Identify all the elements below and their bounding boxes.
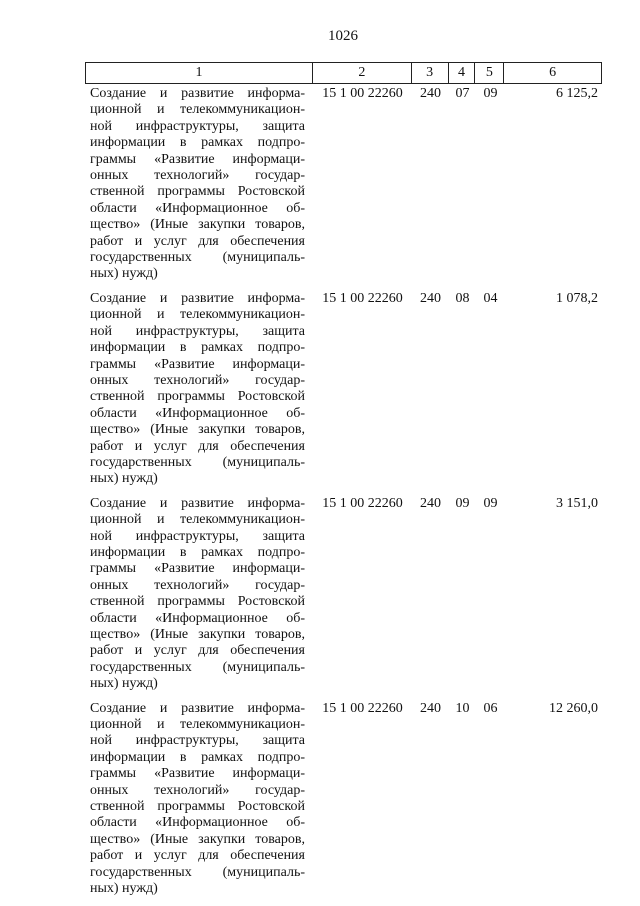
subsection-code: 09	[483, 86, 498, 101]
description-line: ной инфраструктуры, защита	[90, 733, 305, 749]
description-line: области «Информационное об-	[90, 405, 305, 421]
description-line: ных) нужд)	[90, 881, 158, 897]
description-line: Создание и развитие информа-	[90, 290, 305, 306]
table-row	[85, 86, 602, 283]
description-line: информации в рамках подпро-	[90, 340, 305, 356]
description-line: ционной и телекоммуникацион-	[90, 307, 305, 323]
description-line: граммы «Развитие информаци-	[90, 151, 305, 167]
description-line: Создание и развитие информа-	[90, 700, 305, 716]
row-description	[85, 496, 305, 693]
description-line: государственных (муниципаль-	[90, 659, 305, 675]
description-line: ных) нужд)	[90, 266, 158, 282]
description-line: ных) нужд)	[90, 471, 158, 487]
description-line: ственной программы Ростовской	[90, 389, 305, 405]
description-line: онных технологий» государ-	[90, 577, 305, 593]
description-line: работ и услуг для обеспечения	[90, 848, 305, 864]
description-line: государственных (муниципаль-	[90, 250, 305, 266]
column-header-5: 5	[475, 63, 504, 83]
description-line: работ и услуг для обеспечения	[90, 643, 305, 659]
description-line: щество» (Иные закупки товаров,	[90, 627, 305, 642]
amount-value: 3 151,0	[556, 495, 598, 511]
description-line: Создание и развитие информа-	[90, 495, 305, 511]
description-line: ной инфраструктуры, защита	[90, 528, 305, 544]
description-line: ственной программы Ростовской	[90, 799, 305, 815]
section-code: 08	[455, 290, 470, 306]
row-description	[85, 701, 305, 898]
description-line: государственных (муниципаль-	[90, 864, 305, 880]
description-line: информации в рамках подпро-	[90, 749, 305, 765]
section-code: 09	[455, 495, 470, 511]
amount-value: 1 078,2	[556, 290, 598, 306]
description-line: области «Информационное об-	[90, 610, 305, 626]
description-line: работ и услуг для обеспечения	[90, 438, 305, 454]
section-code: 10	[455, 700, 470, 716]
description-line: онных технологий» государ-	[90, 782, 305, 798]
column-header-6: 6	[549, 65, 557, 80]
description-line: ной инфраструктуры, защита	[90, 118, 305, 134]
row-description	[85, 291, 305, 488]
expense-type-code: 240	[420, 495, 441, 511]
description-line: Создание и развитие информа-	[90, 86, 305, 101]
description-line: онных технологий» государ-	[90, 372, 305, 388]
description-line: граммы «Развитие информаци-	[90, 766, 305, 782]
target-article-code: 15 1 00 22260	[322, 86, 403, 101]
table-row	[85, 701, 602, 898]
description-line: ционной и телекоммуникацион-	[90, 102, 305, 118]
table-row	[85, 291, 602, 488]
description-line: области «Информационное об-	[90, 200, 305, 216]
page-number: 1026	[328, 28, 358, 44]
expense-type-code: 240	[420, 86, 441, 101]
description-line: работ и услуг для обеспечения	[90, 233, 305, 249]
table-header	[85, 62, 602, 84]
description-line: ственной программы Ростовской	[90, 184, 305, 200]
description-line: граммы «Развитие информаци-	[90, 561, 305, 577]
column-header-4: 4	[449, 63, 476, 83]
description-line: государственных (муниципаль-	[90, 454, 305, 470]
target-article-code: 15 1 00 22260	[322, 700, 403, 716]
subsection-code: 06	[483, 700, 498, 716]
description-line: информации в рамках подпро-	[90, 544, 305, 560]
description-line: ционной и телекоммуникацион-	[90, 512, 305, 528]
subsection-code: 09	[483, 495, 498, 511]
expense-type-code: 240	[420, 290, 441, 306]
amount-value: 6 125,2	[556, 86, 598, 101]
description-line: информации в рамках подпро-	[90, 135, 305, 151]
description-line: области «Информационное об-	[90, 815, 305, 831]
description-line: щество» (Иные закупки товаров,	[90, 831, 305, 847]
subsection-code: 04	[483, 290, 498, 306]
table-body	[85, 86, 602, 906]
description-line: ных) нужд)	[90, 676, 158, 692]
description-line: щество» (Иные закупки товаров,	[90, 217, 305, 233]
description-line: ной инфраструктуры, защита	[90, 323, 305, 339]
row-description	[85, 86, 305, 283]
section-code: 07	[455, 86, 470, 101]
description-line: граммы «Развитие информаци-	[90, 356, 305, 372]
amount-value: 12 260,0	[549, 700, 598, 716]
description-line: щество» (Иные закупки товаров,	[90, 422, 305, 438]
target-article-code: 15 1 00 22260	[322, 495, 403, 511]
column-header-2: 2	[313, 63, 412, 83]
column-header-3: 3	[412, 63, 449, 83]
target-article-code: 15 1 00 22260	[322, 290, 403, 306]
description-line: ционной и телекоммуникацион-	[90, 717, 305, 733]
expense-type-code: 240	[420, 700, 441, 716]
table-row	[85, 496, 602, 693]
description-line: онных технологий» государ-	[90, 168, 305, 184]
column-header-1: 1	[86, 63, 313, 83]
description-line: ственной программы Ростовской	[90, 594, 305, 610]
